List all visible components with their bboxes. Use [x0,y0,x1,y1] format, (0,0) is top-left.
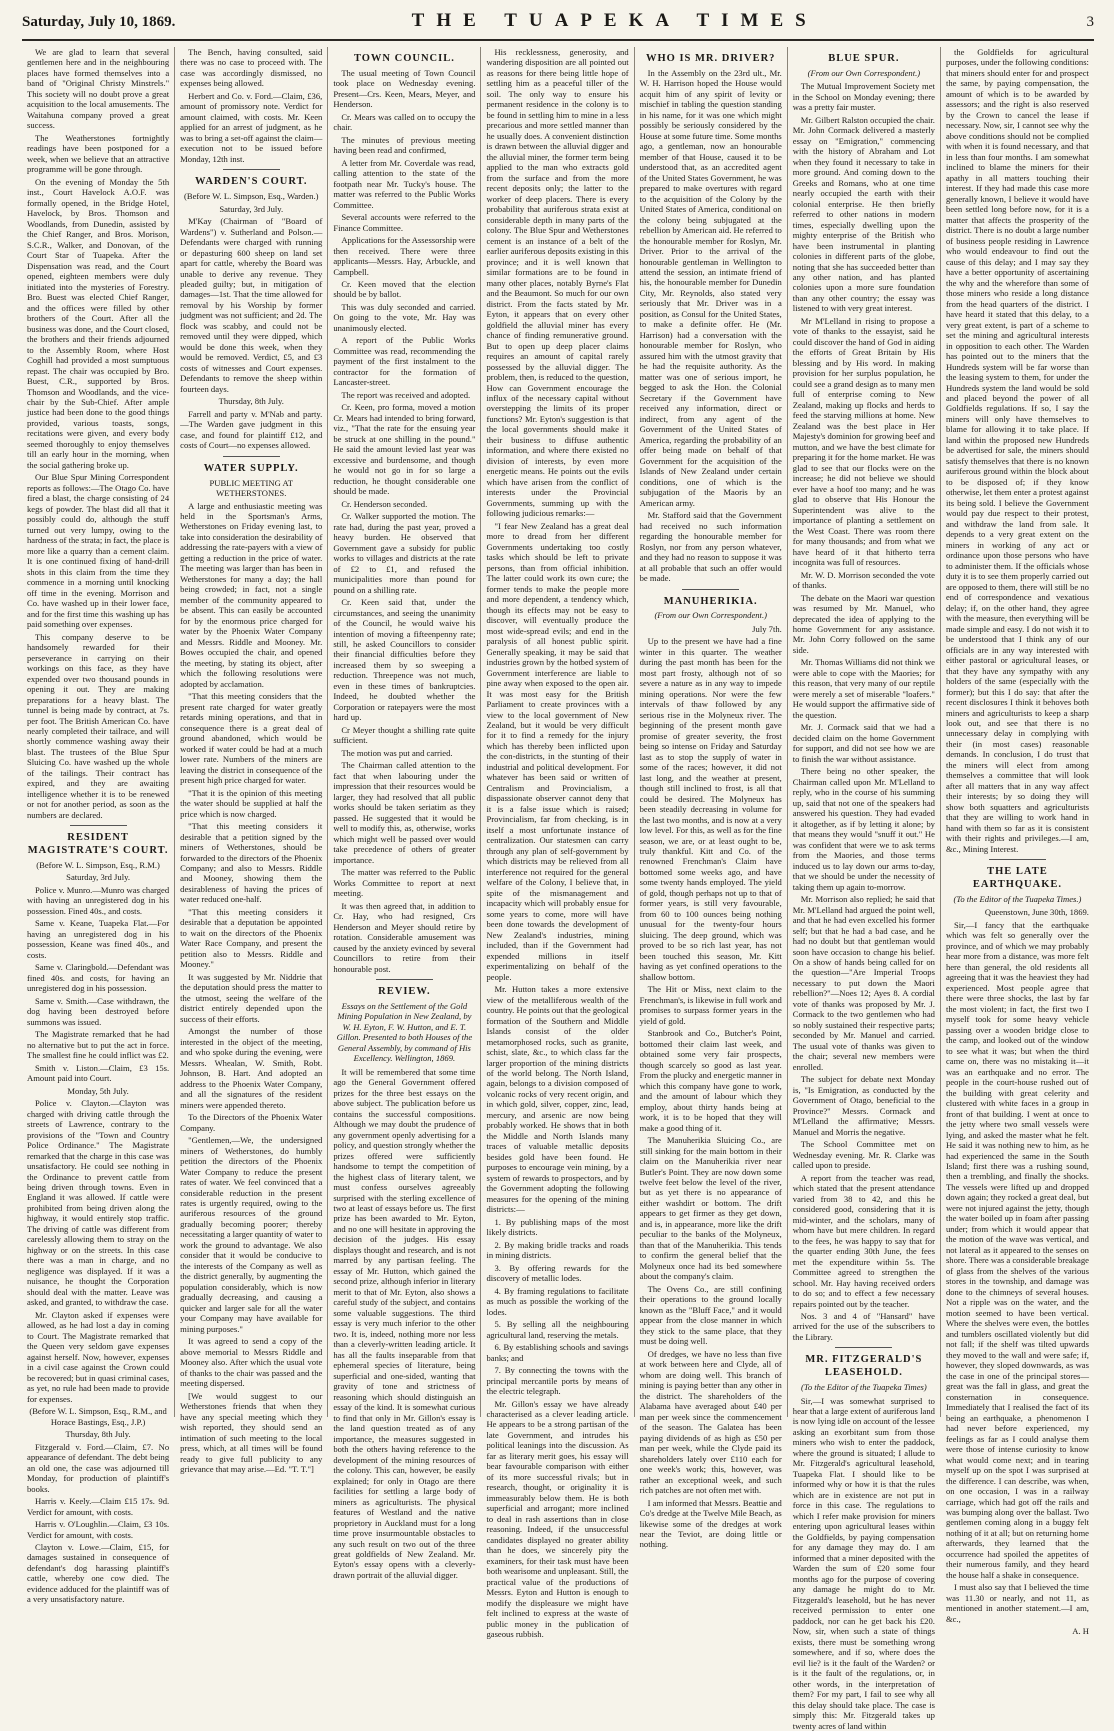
paragraph: The matter was referred to the Public Works Committee to report at next meeting. [333,867,476,899]
paragraph: 3. By offering rewards for the discovery of metallic lodes. [486,1262,629,1284]
column-4 [481,47,634,1640]
dateline: July 7th. [752,623,782,634]
paragraph: We are glad to learn that several gentlemen here and in the neighbouring places have formed themselves into a band of "Original Christy Minstrels." This society will no doubt prove a great acquisition to the local amusements. The Waitahuna company proved a great success. [27,47,170,131]
paragraph: Fitzgerald v. Ford.—Claim, £7. No appearance of defendant. The debt being an old one, the case was adjourned till Monday, for production of plaintiff's books. [27,1441,170,1494]
column-1 [22,47,175,1605]
paragraph: "That this meeting considers that the present rate charged for water greatly retards mining operations, and that in consequence there is a great deal of ground abandoned, which would be worked if water could be had at a much lower rate. Numbers of the miners are leaving the district in consequence of the present high price charged for water. [180,691,323,786]
paragraph: Of dredges, we have no less than five at work between here and Clyde, all of whom are doing well. This branch of mining is paying better than any other in the district. The shareholders of the Alabama have averaged about £40 per man per week since the commencement of the season. The Galatea has been paying dividends of as high as £50 per man per week, while the Clyde paid its shareholders lately over £110 each for one week's work; this, however, was rather an exceptional week, and such rich patches are not often met with. [639,1348,782,1496]
paragraph: Several accounts were referred to the Finance Committee. [333,212,476,233]
divider [70,825,127,826]
paragraph: Harris v. O'Loughlin.—Claim, £3 10s. Verdict for amount, with costs. [27,1519,170,1540]
paragraph: Cr. Keen said that, under the circumstances, and seeing the unanimity of the Council, he would waive his intention of moving a fifteenpenny rate; still, he asked Councillors to consider their financial difficulties before they increased them by so sweeping a reduction. Threepence was not much, even in these times of bankruptcies. Indeed, he doubted whether the Corporation or ratepayers were the most hard up. [333,597,476,723]
paragraph: A report of the Public Works Committee was read, recommending the payment of the first instalment to the contractor for the formation of Lancaster-street. [333,335,476,388]
paragraph: M'Kay (Chairman of "Board of Wardens") v. Sutherland and Polson.—Defendants were charged with running or depasturing 600 sheep on land set apart for cattle, whereby the Board was unable to derive any revenue. They pleaded guilty; but, in mitigation of damages—1st. That the time allowed for removal by his Worship by former judgment was not sufficient; and 2d. The flock was scabby, and could not be removed until they were dipped, which would be done this week, when they would be removed. Verdict, £5, and £3 costs of witnesses and Court expenses. Defendants to remove the sheep within fourteen days. [180,216,323,394]
dateline: Monday, 5th July. [67,1085,129,1096]
divider [223,456,280,457]
column-6 [788,47,941,1731]
section-heading: REVIEW. [378,986,431,997]
paragraph: The School Committee met on Wednesday evening. Mr. R. Clarke was called upon to preside. [792,1139,935,1171]
paragraph: To the Directors of the Phoenix Water Company. [180,1112,323,1133]
paragraph: This company deserve to be handsomely rewarded for their perseverance in carrying on their workings on this face, as they have expended over two thousand pounds in opening it out. They are making preparations for a heavy blast. The tunnel is being made by contract, at 7s. per foot. The British American Co. have nearly completed their tailrace, and will shortly commence washing away their blast. The trustees of the Blue Spur Sluicing Co. have washed up the whole of the tailings. Their contract has expired, and they are awaiting intelligence whether it is to be renewed or not for another period, as soon as the numbers are declared. [27,631,170,820]
section-heading: MANUHERIKIA. [663,595,758,607]
subheading: (Before W. L. Simpson, Esq., R.M., and Horace Bastings, Esq., J.P.) [29,1406,167,1427]
section-heading: WARDEN'S COURT. [195,176,308,188]
paragraph: The Weatherstones fortnightly readings have been postponed for a week, when we believe that an attractive programme will be gone through. [27,132,170,175]
paragraph: I am informed that Messrs. Beattie and Co's dredge at the Twelve Mile Beach, as likewise some of the dredges at work near the Teviot, are doing little or nothing. [639,1497,782,1550]
paragraph: Same v. Smith.—Case withdrawn, the dog having been destroyed before summons was issued. [27,995,170,1027]
paragraph: The Ovens Co., are still confining their operations to the ground locally known as the "Bluff Face," and it would appear from the close manner in which they stick to the same place, that they must be doing well. [639,1283,782,1347]
dateline: Thursday, 8th July. [65,1429,131,1440]
paragraph: Mr. W. D. Morrison seconded the vote of thanks. [792,569,935,591]
subheading: (Before W. L. Simpson, Esq., Warden.) [183,191,319,202]
paragraph: The Chairman called attention to the fact that when labouring under the impression that their resources would be larger, they had resolved that all public works should be taken seriatim as they passed. He suggested that it would be well to modify this, as, otherwise, works which might well be passed over would take precedence of others of greater importance. [333,760,476,865]
paragraph: 5. By selling all the neighbouring agricultural land, reserving the metals. [486,1319,629,1340]
paragraph: 6. By establishing schools and savings banks; and [486,1342,629,1363]
subheading: (To the Editor of the Tuapeka Times.) [953,893,1082,904]
section-heading: BLUE SPUR. [828,53,900,64]
newspaper-title: THE TUAPEKA TIMES [411,10,818,31]
subheading: (Before W. L. Simpson, Esq., R.M.) [36,859,160,870]
paragraph: "That it is the opinion of this meeting the water should be supplied at half the price which is now charged. [180,787,323,819]
paragraph: The Magistrate remarked that he had no alternative but to put the act in force. The smallest fine he could inflict was £2. [27,1029,170,1061]
paragraph: Farrell and party v. M'Nab and party.—The Warden gave judgment in this case, and found for plaintiff £12, and costs of Court—no expenses allowed. [180,408,323,451]
paragraph: Stanbrook and Co., Butcher's Point, bottomed their claim last week, and obtained some very fair prospects, though scarcely so good as last year. From the plucky and energetic manner in which this company have gone to work, and the amount of labour which they employ, about thirty hands being at work, it is to be hoped that they will make a good thing of it. [639,1028,782,1133]
columns [22,47,1094,1731]
paragraph: Mr. Clayton asked if expenses were allowed, as he had lost a day in coming to Court. The Magistrate remarked that the Queen very seldom gave expenses against herself. Now, however, expenses in a civil case against the Crown could be recovered; but in quasi criminal cases, as yet, no rule had been made to provide for expenses. [27,1309,170,1404]
dateline: Queenstown, June 30th, 1869. [984,907,1089,918]
section-heading: WATER SUPPLY. [203,462,299,474]
paragraph: Mr. Gillon's essay we have already characterised as a clever leading article. He appears to be a strong partisan of the late Government, and intrudes his political leanings into the discussion. As far as literary merit goes, his essay will bear favourable comparison with either of its more successful rivals; but in research, thought, or originality it is immeasurably below them. He is both superficial and arrogant; more inclined to deal in rash assertions than in close reasoning. Indeed, if the unsuccessful candidates displayed no greater ability than he does, we sincerely pity the examiners, for their task must have been both wearisome and unpleasant. Still, the practical value of the productions of Messrs. Eyton and Hutton is enough to modify the displeasure we might have felt inclined to express at the waste of public money in the publication of gaseous rubbish. [486,1398,629,1640]
paragraph: The subject for debate next Monday is, "Is Emigration, as conducted by the Government of Otago, beneficial to the Province?" Messrs. Cormack and M'Lelland the affirmative; Messrs. Manuel and Morris the negative. [792,1074,935,1137]
subheading: (To the Editor of the Tuapeka Times) [800,1382,927,1393]
paragraph: Clayton v. Lowe.—Claim, £15, for damages sustained in consequence of defendant's dog harassing plaintiff's cattle, whereby one cow died. The evidence adduced for the plaintiff was of a very unsatisfactory nature. [27,1541,170,1605]
paragraph: The debate on the Maori war question was resumed by Mr. Manuel, who deprecated the idea of applying to the home Government for any assistance. Mr. John Corry followed on the same side. [792,592,935,655]
paragraph: Mr. Hutton takes a more extensive view of the metalliferous wealth of the country. He points out that the geological formation of the Southern and Middle Islands consist of the older metamorphosed rocks, such as granite, schist, slate, &c., to which class far the larger proportion of the mining districts of the world belong. The North Island, again, belongs to a division composed of volcanic rocks of very recent origin, and in which gold, silver, copper, zinc, lead, mercury, and arsenic are now being probably worked. He shows that in both the Middle and North Islands many traces of valuable metallic deposits besides gold have been found. He purposes to encourage vein mining, by a system of rewards to prospectors, and by the Government adopting the following measures for the opening of the mining districts:— [486,984,629,1215]
paragraph: Cr. Mears was called on to occupy the chair. [333,111,476,133]
paragraph: This was duly seconded and carried. On going to the vote, Mr. Hay was unanimously elected. [333,301,476,333]
paragraph: the Goldfields for agricultural purposes, under the following conditions: that miners should enter for and prospect the same, by paying compensation, the amount of which is to be awarded by assessors; and the right is also reserved by the Crown to cancel the lease if necessary. Now, sir, I cannot see why the above conditions should not be complied with when it is found necessary, and that in less than four months. I am somewhat inclined to blame the miners for their apathy in all matters touching their interest. If they had made this case more generally known, I believe it would have been settled long before now, for it is a matter that affects the prosperity of the district. There is no doubt a large number of business people residing in Lawrence who would endeavour to find out the cause of this delay; and I may say they have a better opportunity of ascertaining the why and the wherefore than some of those miners who reside a long distance from the head quarters of the district. I have heard it stated that this delay, to a very great extent, is part of a scheme to set the mining and agricultural interests in opposition to each other. The Warden has pointed out to the miners that the Hundreds system will be far worse than the leasing system to them, for under the Hundreds system the land would be sold and placed beyond the power of all Goldfields regulations. If so, I say the miners will only have themselves to blame for allowing it to take place. If land within the proposed new Hundreds be advertised for sale, the miners should satisfy themselves that there is no known auriferous ground within the block about to be disposed of; if they know otherwise, let them enter a protest against its being sold. I believe the Government would pay due respect to their protest, and withdraw the land from sale. It depends to a very great extent on the miners in working of any act or ordinance upon those persons who have to administer them. If the officials whose duty it is to see them properly carried out are opposed to them, there will still be no end of correspondence and vexatious delay; if, on the other hand, they agree with the measure, then everything will be made simple and easy. I do not wish it to be understood that I think any of our officials are in any way interested with either pastoral or agricultural leases, or that they have any sympathy with any holders of the same (especially with the former); but this I do say: that after the recent disclosures I think it behoves both miners and agriculturists to keep a sharp look out, and see that there is no unnecessary delay in complying with their (in most cases) reasonable demands. In conclusion, I do trust that the miners will elect from among themselves a committee that will look after all matters that in any way affect their interests; by so doing they will show both squatters and agriculturists that they are willing to work hand in hand with them so far as it is consistent with their rights and privileges.—I am, &c., Mining Interest. [945,47,1089,854]
column-3 [328,47,481,1580]
column-2 [175,47,328,1475]
paragraph: The Manuherikia Sluicing Co., are still sinking for the main bottom in their claim on the Manuherikia river near Butler's Point. They are now down some twelve feet below the level of the river, but as yet there is no appearance of either washdirt or bottom. The drift appears to get firmer as they get down, and is, in appearance, more like the drift peculiar to the banks of the Molyneux, than that of the Manuherikia. This tends to confirm the general belief that the Molyneux once had its bed somewhere about the company's claim. [639,1135,782,1282]
paragraph: I must also say that I believed the time was 11.30 or nearly, and not 11, as mentioned in another statement.—I am, &c., [945,1582,1089,1624]
paragraph: On the evening of Monday the 5th inst., Court Havelock A.O.F. was formally opened, in the Bridge Hotel, Havelock, by Bros. Thomson and Woodlands, from Dunedin, assisted by the Chief Ranger, and Bros. Morison, S.C.R., Walker, and Donovan, of the Court Star of Tuapeka. After the Dispensation was read, and the Court opened, eighteen members were duly initiated into the mysteries of Forestry. Bro. Buest was elected Chief Ranger, and the offices were filled by other brothers of the Court. After all the business was done, and the Court closed, the brothers and their friends adjourned to the Assembly Room, where Host Coghill had provided a most sumptuous repast. The chair was occupied by Bro. Buest, C.R., supported by Bros. Thomson and Woodlands, and the vice-chair by the Sub-Chief. After ample justice had been done to the good things provided, various toasts, songs, recitations were given, and every body seemed thoroughly to enjoy themselves till an early hour in the morning, when the social gathering broke up. [27,176,170,470]
paragraph: 7. By connecting the towns with the principal mercantile ports by means of the electric telegraph. [486,1365,629,1397]
paragraph: Cr Meyer thought a shilling rate quite sufficient. [333,724,476,746]
paragraph: 1. By publishing maps of the most likely districts. [486,1216,629,1238]
subheading: PUBLIC MEETING AT WETHERSTONES. [209,477,294,499]
masthead [22,10,1094,41]
divider [223,169,280,170]
column-5 [635,47,788,1550]
paragraph: It was then agreed that, in addition to Cr. Hay, who had resigned, Crs Henderson and Meyer should retire by rotation. Considerable amusement was caused by the anxiety evinced by several Councillors to retire from their honourable post. [333,900,476,974]
divider [376,979,433,980]
paragraph: "That this meeting considers it desirable that a petition signed by the miners of Wetherstones, should be forwarded to the directors of the Phoenix Company; and also to Messrs. Riddle and Mooney, showing them the desirableness of having the prices of water reduced one-half. [180,821,323,905]
paragraph: It was agreed to send a copy of the above memorial to Messrs Riddle and Mooney also. After which the usual vote of thanks to the chair was passed and the meeting dispersed. [180,1336,323,1389]
paragraph: Cr. Keen moved that the election should be by ballot. [333,279,476,300]
issue-date: Saturday, July 10, 1869. [22,14,176,30]
section-heading: MR. FITZGERALD'S LEASEHOLD. [805,1354,923,1379]
paragraph: Up to the present we have had a fine winter in this quarter. The weather during the past month has been for the most part frosty, although not of so severe a nature as in any way to impede mining operations. Nor were the few intervals of thaw followed by any serious rise in the Molyneux river. The beginning of the present month gave promise of greater severity, the frost being so intense on Friday and Saturday last as to stop the supply of water in some of the races; however, it did not last long, and the weather at present, though still inclined to frost, is all that could be desired. The Molyneux has been steadily decreasing in volume for the last two months, and is now at a very low level. For this, as well as for the fine season, we are, or at least ought to be, truly thankful. Kitt and Co. of the renowned Frenchman's Claim have bottomed some weeks ago, and have some twenty hands employed. The yield of gold, though perhaps not up to that of former years, is still very favourable, from 60 to 100 ounces being nothing unusual for the twenty-four hours sluicing. The deep ground, which was proved to be so rich last year, has not been touched this season, Mr. Kitt having as yet confined operations to the shallow bottom. [639,636,782,982]
paragraph: A report from the teacher was read, which stated that the present attendance varied from 38 to 42, and this he considered good, considering that it is mid-winter, and the scholars, many of whom have but mere children. In regard to the fees, he was happy to say that for the quarter ending 30th June, the fees met the expenditure within 5s. The Committee agreed to strengthen the school. Mr. Hay having received orders to do so; and to effect a few necessary repairs pointed out by the teacher. [792,1172,935,1309]
paragraph: The Mutual Improvement Society met in the School on Monday evening; there was a pretty fair muster. [792,81,935,113]
paragraph: There being no other speaker, the Chairman called upon Mr. M'Lelland to reply, who in the course of his summing up, said that not one of the speakers had answered his question. They had evaded it altogether, as if by letting it alone; by that means they would "snuff it out." He was confident that were we to ask terms from the Maories, and those terms induced us to lay down our arms to-day, that we should be under the necessity of taking them up again to-morrow. [792,766,935,892]
divider [989,859,1046,860]
paragraph: Our Blue Spur Mining Correspondent reports as follows:—The Otago Co. have fired a blast, the charge consisting of 24 kegs of powder. The blast did all that it possibly could do, although the stuff turned out very lumpy, owing to the hardness of the strata; in fact, the place is more like a quarry than a cement claim. It is one continued fixing of hand-drill shots in this claim from the time they commence in a morning until knocking off time in the evening. Morrison and Co. have washed up in their lower face, and for the first time this washing up has paid something over expenses. [27,472,170,630]
page-number: 3 [1086,14,1094,30]
paragraph: 2. By making bridle tracks and roads in mining districts. [486,1239,629,1261]
paragraph: A large and enthusiastic meeting was held in the Sportsman's Arms, Wetherstones on Friday evening last, to take into consideration the desirability of addressing the rate-payers with a view of getting a reduction in the price of water. The meeting was larger than has been in Wetherstones for many a day; the hall being crowded; in fact, not a single member of the community appeared to be absent. This can easily be accounted for by the enormous price charged for water by the Phoenix Water Company and Messrs. Riddle and Mooney. Mr. Bowes occupied the chair, and opened the meeting, by stating its object, after which the following resolutions were adopted by acclamation. [180,500,323,689]
paragraph: Nos. 3 and 4 of "Hansard" have arrived for the use of the subscribers to the Library. [792,1310,935,1342]
paragraph: The Bench, having consulted, said there was no case to proceed with. The case was accordingly dismissed, no expenses being allowed. [180,47,323,89]
dateline: Thursday, 8th July. [218,396,284,407]
review-subject: Essays on the Settlement of the Gold Mining Population in New Zealand, by W. H. Eyton, F. W. Hutton, and E. T. Gillon. Presented to both Houses of the General Assembly, by command of His Excellency. Wellington, 1869. [336,1000,473,1064]
paragraph: In the Assembly on the 23rd ult., Mr. W. H. Harrison hoped the House would acquit him of any spirit of levity or mischief in tabling the question standing in his name, for it was one which might possibly be seriously considered by the House at some future time. Some months ago, a gentleman, now an honourable member of that House, caused it to be understood that, as an accredited agent of the United States Government, he was prepared to make overtures with regard to the acquisition of the Colony by the United States of America, conditional on the colony being subjugated at the rebellion by American aid. He referred to the honourable member for Roslyn, Mr. Driver. Prior to the arrival of the honourable gentleman in Wellington to attend the session, an intimate friend of his, the honourable member for Dunedin City, Mr. Reynolds, also stated very seriously that Mr. Driver was in a position, as Consul for the United States, to make a definite offer. He (Mr. Harrison) had a conversation with the honourable member for Roslyn, who assured him with the utmost gravity that he had the requisite authority. As the matter was one of serious import, he begged to ask the Hon. the Colonial Secretary if the Government have received any information, direct or indirect, from any agent of the Government of the United States of America, regarding the probability of an offer being made on behalf of that Government for the acquisition of the Islands of New Zealand under certain conditions, one of which is the subjugation of the Maoris by an American army. [639,67,782,508]
signature: A. H [1072,1626,1089,1637]
paragraph: Mr M'Lelland in rising to propose a vote of thanks to the essayist, said he could discover the hand of God in aiding the efforts of Great Britain by His blessing and by His word. In making provision for her surplus population, he could see a grand design as to many men full of enterprise coming to New Zealand, making up flocks and herds to feed the starving millions at home. New Zealand was the best place in Her Majesty's dominion for growing beef and mutton, and we have the best climate for preparing it for the home market. He was glad to see that our flocks were on the increase; he did not believe we should ever have a hoof too many; and he was glad to observe that His Honour the Superintendent was alive to the importance of planting a settlement on the West Coast. There was room there for many thousands; and from what we have heard of it that hitherto terra incognita was full of resources. [792,315,935,568]
paragraph: Sir,—I fancy that the earthquake which was felt so generally over the province, and of which we may probably hear more from a distance, was more felt here than general, the old residents all agreeing that it was the heaviest they had experienced. Most people agree that there were three shocks, the last by far the most violent; in fact, the first two I myself took for some heavy vehicle passing over a wooden bridge close to the camp, and looked out of the window to see what it was; but when the third came on, there was no mistaking it—it was an earthquake and no error. The people in the court-house rushed out of the building with great celerity and clustered with white faces in a group in front of that building. I went at once to the jetty where two small vessels were lying, and asked the master what he felt. He said it was nothing new to him, as he had experienced the same in the South Island; first there was a rushing sound, then a trembling, and finally the shocks. The vessels were lifted up and dropped down again; they rocked a great deal, but were not injured against the jetty, though the water boiled up in foam after passing under; from which it would appear that the motion of the wave was vertical, and not lateral as it appeared to the senses on shore. There was a considerable breakage of glass from the shelves of the various stores in the township, and damage was done to the chimneys of several houses. Not a ripple was on the water, and the motion seemed to have been vertical. Where the shelves were even, the bottles and tumblers oscillated violently but did not fall; if the shelf was tilted upwards they moved to the wall and were safe; if, however, they sloped downwards, as was the case in one of the principal stores—great was the fall in glass, and great the consternation in consequence. Immediately that I realised the fact of its being an earthquake, a phenomenon I had never before experienced, my feelings as far as I could analyse them were those of intense curiosity to know what would come next; and in tearing myself up on the spot I was surprised at the difference. I can describe, was when, on one occasion, I was in a railway carriage, which had got off the rails and was bumping along over the ballast. Two gentlemen coming along in a buggy felt nothing of it at all; but on returning home afterwards, they learned that the occurrence had spoiled the appetites of their numerous family, and they heard the house half a shake in consequence. [945,919,1089,1580]
subheading: (From our Own Correspondent.) [807,67,921,78]
section-heading: TOWN COUNCIL. [353,53,455,64]
paragraph: Amongst the number of those interested in the object of the meeting, and who spoke during the evening, were Messrs. Whealan, W. Smith, Robt. Johnson, B. Hart. And adopted an address to the Phoenix Water Company, and all the signatures of the resident miners were appended thereto. [180,1026,323,1110]
paragraph: Cr. Henderson seconded. [341,498,428,509]
paragraph: Mr. J. Cormack said that we had a decided claim on the home Government for support, and did not see how we are to finish the war without assistance. [792,722,935,764]
paragraph: Police v. Munro.—Munro was charged with having an unregistered dog in his possession. Fined 40s., and costs. [27,884,170,916]
divider [835,1347,892,1348]
divider [682,589,739,590]
paragraph: It was suggested by Mr. Niddrie that the deputation should press the matter to the utmost, seeing the welfare of the district entirely depended upon the success of their efforts. [180,971,323,1024]
paragraph: "Gentlemen,—We, the undersigned miners of Wetherstones, do humbly petition the directors of the Phoenix Water Company to reduce the present rates of water. We feel convinced that a considerable reduction in the present rates is urgently required, owing to the auriferous resources of the ground gradually becoming poorer; thereby necessitating a larger quantity of water to work the ground to advantage. We also consider that it would be conducive to the interests of the Company as well as the district generally, by augmenting the population considerably, which is now gradually decreasing, and causing a quicker and larger sale for all the water your Company may have available for mining purposes." [180,1135,323,1334]
paragraph: The Hit or Miss, next claim to the Frenchman's, is likewise in full work and promises to surpass former years in the yield of gold. [639,984,782,1026]
paragraph: Sir,—I was somewhat surprised to hear that a large extent of auriferous land is now lying idle on account of the lessee asking an exorbitant sum from those miners who wish to enter the paddock, where the ground is situated; I allude to Mr. Fitzgerald's agricultural leasehold, Tuapeka Flat. I should like to be informed why or how it is that the rules which are in existence are not put in force in this case. The regulations to which I refer make provision for miners entering upon agricultural leases within the Goldfields, by paying compensation for any damage they may do. I am informed that a miner deposited with the Warden the sum of £20 some four months ago for the purpose of covering any damage he might do to Mr. Fitzgerald's leasehold, but he has never received permission to enter one paddock, nor can he get back his £20. Now, sir, when such a state of things exists, there must be something wrong somewhere, and if so, where does the evil lie? is it the fault of the Warden? or is it the fault of the regulations, or, in other words, in the interpretation of them? For my part, I fail to see why all this delay should take place. The case is simply this: Mr. Fitzgerald takes up twenty acres of land within [792,1395,935,1731]
paragraph: Applications for the Assessorship were then received. There were three applicants—Messrs. Hay, Arbuckle, and Campbell. [333,235,476,277]
dateline: Saturday, 3rd July. [219,203,284,214]
paragraph: Police v. Clayton.—Clayton was charged with driving cattle through the streets of Lawrence, contrary to the provisions of the "Town and Country Police Ordinance." The Magistrate remarked that the charge in this case was unsatisfactory. He could see nothing in the Ordinance to prevent cattle from being driven through towns. Even in England it was allowed. If cattle were prohibited from being driven along the highway, it would entirely stop traffic. The driving of cattle was different from carelessly allowing them to stray on the highway or on the streets. In this case there was a man in charge, and no negligence was displayed. If it was a nuisance, he thought the Corporation should deal with the matter. Leave was asked, and granted, to withdraw the case. [27,1098,170,1308]
paragraph: The minutes of previous meeting having been read and confirmed, [333,134,476,156]
paragraph: [We would suggest to our Wetherstones friends that when they have any special meeting which they wish reported, they should send an intimation of such meeting to the local press, which, at all times will be found ready to give full publicity to any grievance that may arise.—Ed. "T. T."] [180,1390,323,1475]
paragraph: Mr. Gilbert Ralston occupied the chair. Mr. John Cormack delivered a masterly essay on "Emigration," commencing with the history of Abraham and Lot when they found it necessary to take in more ground. And coming down to the Greeks and Romans, who at one time nearly occupied the earth with their colonial enterprise. He then briefly referred to other nations in modern times, especially dwelling upon the mighty enterprise of the British who have been instrumental in planting colonies in different parts of the globe, noting that she has succeeded better than any other nation, and has planted colonies upon a more sure foundation than any other country; the essay was listened to with very great interest. [792,114,935,314]
paragraph: Mr. Stafford said that the Government had received no such information regarding the honourable member for Roslyn, nor from any person whatever, and they had no reason to suppose it was at all probable that such an offer would be made. [639,510,782,584]
section-heading: RESIDENT MAGISTRATE'S COURT. [27,832,169,857]
paragraph: Cr. Keen, pro forma, moved a motion Cr. Mears had intended to bring forward, viz., "That the rate for the ensuing year be struck at one shilling in the pound." He said the amount levied last year was excessive and burdensome, and though he would not go in for so large a reduction, he thought considerable one should be made. [333,402,476,497]
paragraph: Cr. Walker supported the motion. The rate had, during the past year, proved a heavy burden. He observed that Government gave a subsidy for public works to villages and districts at the rate of £2 to £1, and refused the municipalities more than pound for pound on a shilling rate. [333,511,476,595]
paragraph: It will be remembered that some time ago the General Government offered prizes for the three best essays on the above subject. The publication before us contains the successful compositions. Although we may doubt the prudence of any government openly advertising for a policy, and question strongly whether the prizes offered were sufficiently handsome to tempt the competition of the highest class of literary talent, we must confess ourselves agreeably surprised with the sterling excellence of two at least of essays before us. The first prize has been awarded to Mr. Eyton, and no one will hesitate in approving the decision of the judges. His essay displays thought and research, and is not marred by any partisan feeling. The essay of Mr. Hutton, which gained the second prize, although inferior in literary merit to that of Mr. Eyton, also shows a careful study of the subject, and contains some valuable suggestions. The third essay is very much inferior to the other two. It is, indeed, nothing more nor less than a cleverly-written leading article. It has all the faults inseparable from that ephemeral species of literature, being superficial and one-sided, wanting that gravity of tone and strictness of reasoning which should distinguish an essay of the kind. It is somewhat curious to find that only in Mr. Gillon's essay is the land question treated as of any importance, the measures suggested in both the others having reference to the development of the mining resources of the colony. This can, however, be easily explained; for only in Otago are there facilities for settling a large body of miners as agriculturists. The physical features of Westland and the native proprietory in Auckland must for a long time prove insurmountable obstacles to any such result on two out of the three great goldfields of New Zealand. Mr. Eyton's essay opens with a cleverly-drawn portrait of the alluvial digger. [333,1066,476,1580]
paragraph: Smith v. Liston.—Claim, £3 15s. Amount paid into Court. [27,1062,170,1084]
paragraph: The report was received and adopted. [341,389,471,400]
paragraph: A letter from Mr. Coverdale was read, calling attention to the state of the footpath near Mr. Tucky's house. The matter was referred to the Public Works Committee. [333,157,476,210]
paragraph: Mr. Morrison also replied; he said that Mr. M'Lelland had argued the point well, and that he had even excelled his former self; but that he had a bad case, and he had no doubt but that gentleman would soon have occasion to change his belief. On a show of hands being called for on the question—"Are Imperial Troops necessary to put down the Maori rebellion?"—Noes 12; Ayes 8. A cordial vote of thanks was proposed by Mr. J. Cormack to the two gentlemen who had so nobly sustained their respective parts; seconded by Mr. Manuel and carried. The usual vote of thanks was given to the chair; several new members were enrolled. [792,894,935,1072]
paragraph: Herbert and Co. v. Ford.—Claim, £36, amount of promissory note. Verdict for amount claimed, with costs. Mr. Keen applied for an arrest of judgment, as he was to bring a set-off against the claim—execution not to be issued before Monday, 12th inst. [180,90,323,164]
paragraph: 4. By framing regulations to facilitate as much as possible the working of the lodes. [486,1285,629,1317]
column-7 [941,47,1094,1637]
paragraph: Mr. Thomas Williams did not think we were able to cope with the Maories; for this reason, that very many of our reptile were merely a set of miserable "loafers." He would support the affirmative side of the question. [792,657,935,720]
paragraph: Same v. Claringbold.—Defendant was fined 40s. and costs, for having an unregistered dog in his possession. [27,962,170,994]
paragraph: Same v. Keane, Tuapeka Flat.—For having an unregistered dog in his possession, Keane was fined 40s., and costs. [27,918,170,960]
subheading: (From our Own Correspondent.) [654,610,767,621]
paragraph: Harris v. Keely.—Claim £15 17s. 9d. Verdict for amount, with costs. [27,1496,170,1517]
section-heading: THE LATE EARTHQUAKE. [972,866,1062,891]
dateline: Saturday, 3rd July. [66,872,130,883]
paragraph: His recklessness, generosity, and wandering disposition are all pointed out as reasons for there being little hope of settling him as a peaceful tiller of the soil. The only way to ensure his permanent residence in the colony is to be found in settling him to mine in a less precarious and more settled manner than he usually does. A convenient distinction is drawn between the alluvial digger and the alluvial miner, the former term being applied to the man who extracts gold from the surface and from the more recent deposits only; the latter to the worker of deep placers. There is every probability that auriferous strata exist at considerable depth in many parts of the colony. The Blue Spur and Wetherstones cement is an instance of a belt of the earlier auriferous deposits existing in this province; and it is well known that similar formations are to be found in many other places, notably Byrne's Flat and the Beaumont. So much for our own district. From the facts stated by Mr. Eyton, it appears that on every other goldfield the alluvial miner has every chance of finding remunerative ground. But to open up deep placer claims requires an amount of capital rarely possessed by the alluvial digger. The problem, then, is reduced to the question, How can Government encourage the influx of the necessary capital without overstepping the limits of its proper functions? Mr. Eyton's suggestion is that the local governments should make it their business to diffuse authentic information, and where there existed no division of interests, by even more energetic means. He points out the evils which have arisen from the conflict of interests under the Provincial Governments, summing up with the following judicious remarks:— [486,47,629,519]
paragraph: The usual meeting of Town Council took place on Wednesday evening. Present—Crs. Keen, Mears, Meyer, and Henderson. [333,67,476,110]
paragraph: "I fear New Zealand has a great deal more to dread from her different Governments undertaking too costly tasks which should be left to private persons, than from official inhibition. The latter could work its own cure; the former tends to make the people more and more dependent, a tendency which, though its effects may not be easy to discover, will eventually produce the most wide-spread evils; and end in the paralysis of all honest public spirit. Generally speaking, it may be said that industries grown by the hotbed system of Government interference are liable to pine away when exposed to the open air. It was most easy for the British Parliament to create provinces with a view to the local government of New Zealand, but it would be very difficult for it to find a remedy for the injury which has thereby been inflicted upon the con-districts, in the stunting of their industrial and political development. For whatever has been said or written of Centralism and Provincialism, a dispassionate observer cannot deny that it is a false issue which is raised; Provincialism, far from checking, is in itself a most unfortunate instance of centralization. Our statesmen can carry through any plan of self-government by which districts may be relieved from all interference not required for the general welfare of the Colony, I believe that, in spite of the mismanagement and incapacity which will probably ensue for some years to come, more will have been done towards the development of New Zealand's industries, mining included, than if the Government had expended millions in itself experimentalizing on behalf of the people. [486,520,629,982]
section-heading: WHO IS MR. DRIVER? [645,53,776,64]
paragraph: "That this meeting considers it desirable that a deputation be appointed to wait on the directors of the Phoenix Water Race Company, and present the petition also to Messrs. Riddle and Mooney." [180,906,323,970]
paragraph: The motion was put and carried. [341,747,453,758]
